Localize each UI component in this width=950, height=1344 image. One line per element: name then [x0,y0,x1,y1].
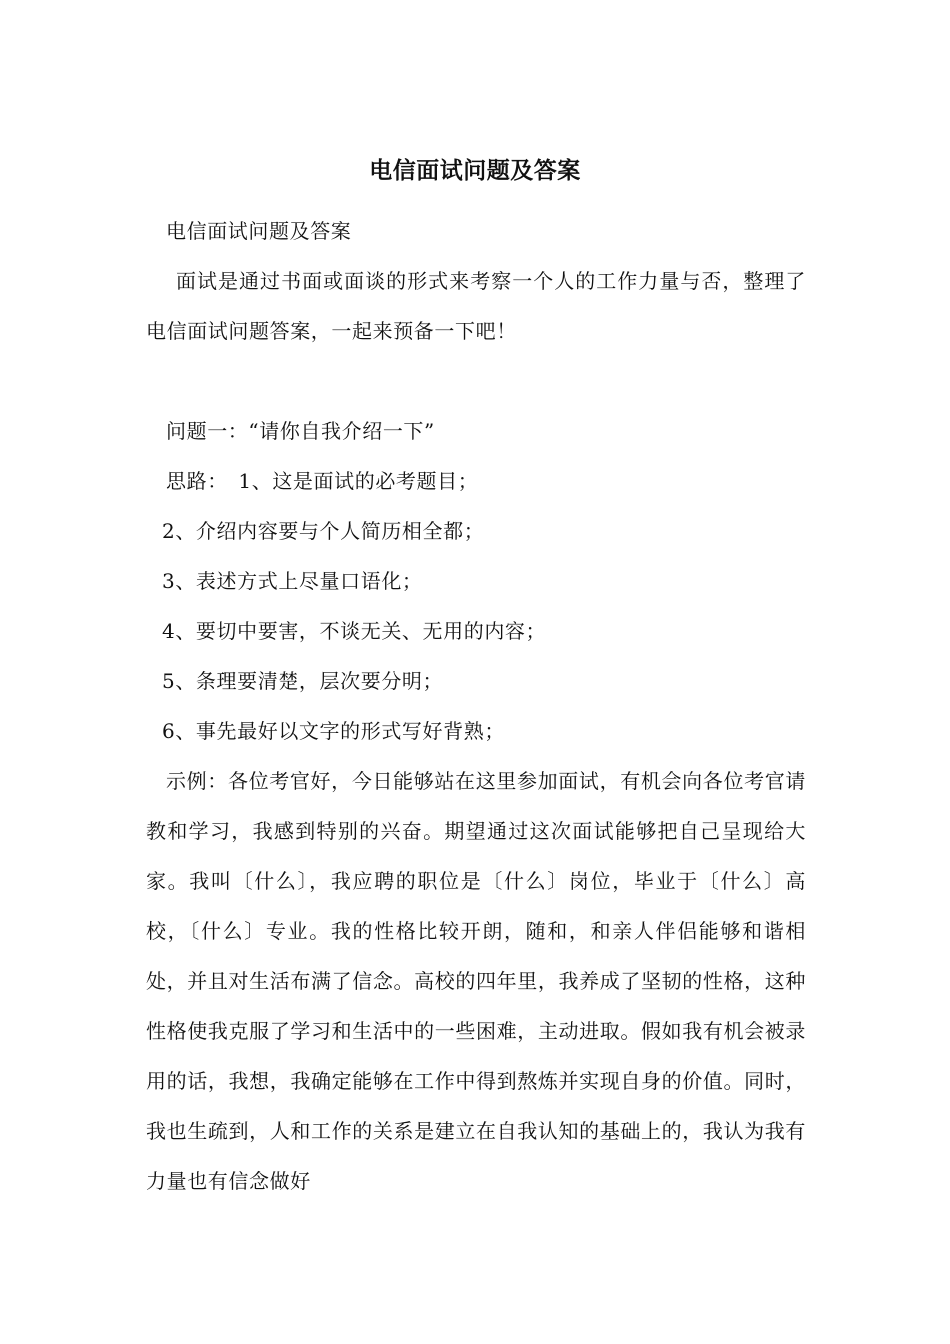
subtitle-paragraph: 电信面试问题及答案 [166,219,352,243]
approach-paragraph: 思路： 1、这是面试的必考题目； [166,469,479,493]
document-title: 电信面试问题及答案 [369,157,581,184]
question-heading: 问题一：“请你自我介绍一下” [166,419,435,443]
list-item: 5、条理要清楚，层次要分明； [162,669,444,693]
list-item: 2、介绍内容要与个人简历相全都； [162,519,485,543]
paragraph-spacer [146,356,806,406]
list-item: 4、要切中要害，不谈无关、无用的内容； [162,619,547,643]
intro-paragraph: 面试是通过书面或面谈的形式来考察一个人的工作力量与否，整理了电信面试问题答案，一起来预备一下吧！ [146,269,806,343]
document-body [146,206,806,1206]
list-item: 3、表述方式上尽量口语化； [162,569,423,593]
example-paragraph: 示例：各位考官好，今日能够站在这里参加面试，有机会向各位考官请教和学习，我感到特别的兴奋。期望通过这次面试能够把自己呈现给大家。我叫〔什么〕，我应聘的职位是〔什么〕岗位，毕业于〔什么〕高校，〔什么〕专业。我的性格比较开朗，随和，和亲人伴侣能够和谐相处，并且对生活布满了信念。高校的四年里，我养成了坚韧的性格，这种性格使我克服了学习和生活中的一些困难，主动进取。假如我有机会被录用的话，我想，我确定能够在工作中得到熬炼并实现自身的价值。同时，我也生疏到，人和工作的关系是建立在自我认知的基础上的，我认为我有力量也有信念做好 [146,769,806,1193]
list-item: 6、事先最好以文字的形式写好背熟； [162,719,505,743]
